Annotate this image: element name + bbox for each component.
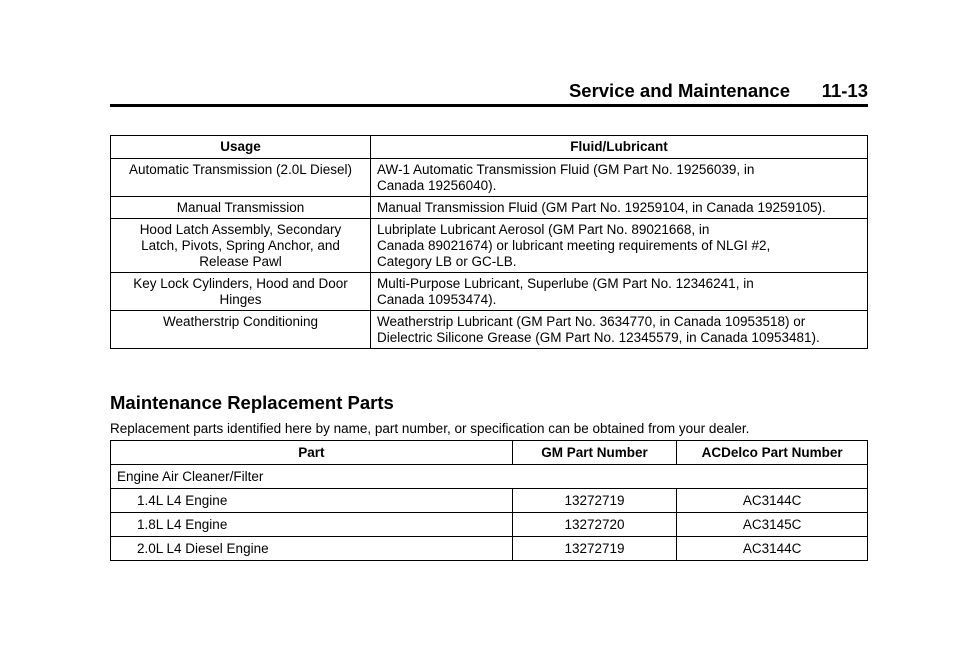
table-row — [111, 513, 868, 537]
usage-cell — [111, 197, 371, 219]
replacement-parts-table — [110, 440, 868, 561]
usage-line: Release Pawl — [199, 254, 282, 269]
gm-part-number-cell: 13272719 — [512, 489, 676, 513]
usage-line: Hinges — [219, 292, 262, 307]
fluid-cell — [371, 311, 868, 349]
fluid-cell — [371, 159, 868, 197]
table-row — [111, 465, 868, 489]
usage-line: Key Lock Cylinders, Hood and Door — [133, 276, 348, 291]
usage-cell — [111, 273, 371, 311]
part-group-label: Engine Air Cleaner/Filter — [111, 465, 868, 489]
gm-part-number-cell: 13272719 — [512, 537, 676, 561]
page-section-title: Service and Maintenance — [568, 80, 790, 101]
parts-table-body — [111, 465, 868, 561]
usage-line: Weatherstrip Conditioning — [162, 314, 319, 329]
fluid-line: AW-1 Automatic Transmission Fluid (GM Part No. 19256039, in — [377, 162, 755, 177]
usage-cell — [111, 159, 371, 197]
usage-line: Automatic Transmission (2.0L Diesel) — [128, 162, 353, 177]
header-rule — [110, 104, 868, 107]
section-heading: Maintenance Replacement Parts — [110, 392, 394, 413]
table-row — [111, 537, 868, 561]
table-row — [111, 489, 868, 513]
page-header — [110, 80, 868, 104]
column-header-part: Part — [111, 441, 513, 465]
table-row — [111, 219, 868, 273]
table-row — [111, 159, 868, 197]
acdelco-part-number-cell: AC3145C — [677, 513, 868, 537]
fluid-cell — [371, 197, 868, 219]
part-name-cell: 2.0L L4 Diesel Engine — [111, 537, 513, 561]
fluid-line: Manual Transmission Fluid (GM Part No. 19259104, in Canada 19259105). — [377, 200, 826, 215]
part-name-cell: 1.8L L4 Engine — [111, 513, 513, 537]
table-row — [111, 273, 868, 311]
column-header-fluid: Fluid/Lubricant — [371, 136, 868, 159]
usage-line: Latch, Pivots, Spring Anchor, and — [141, 238, 340, 253]
fluid-line: Category LB or GC-LB. — [377, 254, 517, 269]
fluids-lubricants-table — [110, 135, 868, 349]
column-header-usage: Usage — [111, 136, 371, 159]
fluid-line: Lubriplate Lubricant Aerosol (GM Part No. 89021668, in — [377, 222, 710, 237]
fluid-line: Multi-Purpose Lubricant, Superlube (GM Part No. 12346241, in — [377, 276, 754, 291]
column-header-acdelco-part-number: ACDelco Part Number — [677, 441, 868, 465]
page-number: 11-13 — [821, 80, 868, 101]
fluid-line: Canada 10953474). — [377, 292, 497, 307]
table-row — [111, 311, 868, 349]
fluid-line: Dielectric Silicone Grease (GM Part No. 12345579, in Canada 10953481). — [377, 330, 820, 345]
fluid-line: Weatherstrip Lubricant (GM Part No. 3634770, in Canada 10953518) or — [377, 314, 806, 329]
table-row — [111, 197, 868, 219]
fluids-table-header-row — [111, 136, 868, 159]
usage-line: Hood Latch Assembly, Secondary — [139, 222, 342, 237]
usage-line: Manual Transmission — [176, 200, 305, 215]
usage-cell — [111, 219, 371, 273]
column-header-gm-part-number: GM Part Number — [512, 441, 676, 465]
fluid-line: Canada 19256040). — [377, 178, 497, 193]
acdelco-part-number-cell: AC3144C — [677, 537, 868, 561]
acdelco-part-number-cell: AC3144C — [677, 489, 868, 513]
fluids-table-body — [111, 159, 868, 349]
fluid-cell — [371, 273, 868, 311]
fluid-cell — [371, 219, 868, 273]
section-intro-text: Replacement parts identified here by name, part number, or specification can be obtained from your dealer. — [110, 421, 750, 436]
parts-table-header-row — [111, 441, 868, 465]
gm-part-number-cell: 13272720 — [512, 513, 676, 537]
usage-cell — [111, 311, 371, 349]
fluid-line: Canada 89021674) or lubricant meeting requirements of NLGI #2, — [377, 238, 771, 253]
part-name-cell: 1.4L L4 Engine — [111, 489, 513, 513]
